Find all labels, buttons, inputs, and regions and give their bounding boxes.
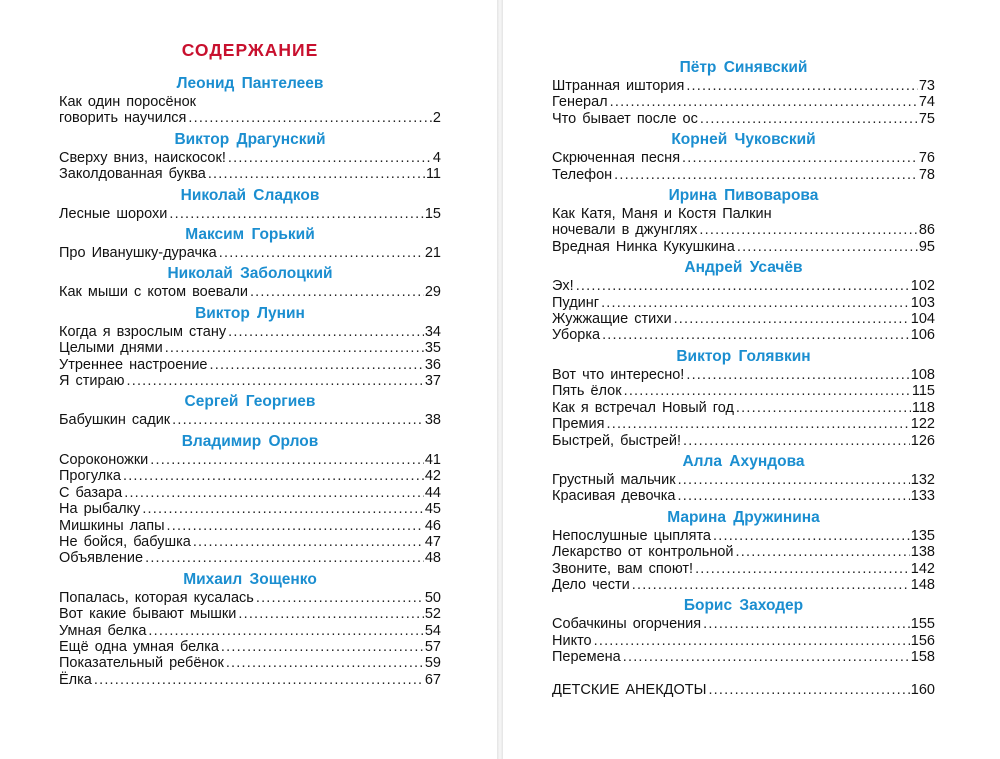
entry-title: Никто [552,632,592,649]
toc-entry[interactable] [59,357,441,373]
dot-leader [686,367,909,383]
dot-leader [123,468,424,484]
toc-entry[interactable] [59,534,441,550]
entry-title: Быстрей, быстрей! [552,432,681,449]
toc-entry[interactable] [552,472,935,488]
toc-entry[interactable] [59,245,441,261]
entry-title-line[interactable]: Как Катя, Маня и Костя Палкин [552,206,772,223]
toc-entry[interactable] [59,166,441,182]
author-heading: Борис Заходер [683,597,804,615]
page-number: 104 [910,311,935,328]
toc-entry[interactable] [552,400,935,416]
page-number: 45 [424,501,441,518]
toc-entry[interactable] [552,633,935,649]
toc-entry[interactable] [59,639,441,655]
dot-leader [576,278,910,294]
right-page [503,0,1000,759]
dot-leader [226,655,424,671]
author-heading: Виктор Лунин [195,304,305,322]
toc-entry[interactable] [59,518,441,534]
entry-title: Целыми днями [59,340,163,357]
toc-entry[interactable] [59,452,441,468]
dot-leader [228,150,432,166]
page-number: 160 [910,681,935,698]
toc-entry[interactable] [59,324,441,340]
toc-entry[interactable] [552,433,935,449]
author-heading: Пётр Синявский [679,59,808,76]
toc-entry[interactable] [552,111,935,127]
entry-title: Заколдованная буква [59,166,206,183]
dot-leader [124,485,424,501]
toc-entry[interactable] [552,239,935,255]
entry-title: Прогулка [59,468,121,485]
entry-title: Вот какие бывают мышки [59,606,237,623]
entry-title-line[interactable]: Как один поросёнок [59,94,196,110]
dot-leader [250,284,424,300]
entry-title: Собачкины огорчения [552,616,702,633]
toc-entry[interactable] [59,623,441,639]
page-number: 54 [424,622,441,639]
entry-title: Ёлка [59,671,92,688]
toc-entry[interactable] [59,150,441,166]
dot-leader [614,167,918,183]
entry-title: Дело чести [552,576,630,593]
dot-leader [148,623,423,639]
author-heading: Андрей Усачёв [684,259,803,277]
author-heading: Алла Ахундова [682,452,805,470]
page-number: 118 [911,399,935,416]
page-number: 52 [424,606,441,623]
author-heading: Владимир Орлов [181,432,319,450]
toc-entry[interactable] [552,488,935,504]
entry-title: Звоните, вам споют! [552,560,694,577]
entry-title: Непослушные цыплята [552,527,712,544]
entry-title: Генерал [552,94,608,111]
entry-title: Телефон [552,166,613,183]
dot-leader [94,672,424,688]
dot-leader [221,639,424,655]
entry-title: Я стираю [59,373,125,390]
dot-leader [686,78,918,94]
page-number: 76 [918,150,935,167]
entry-title: На рыбалку [59,501,141,518]
page-number: 2 [432,110,441,127]
dot-leader [737,239,918,255]
toc-entry[interactable] [59,501,441,517]
page-number: 74 [918,94,935,111]
author-heading: Максим Горький [185,226,315,244]
page-number: 46 [424,517,441,534]
dot-leader [695,561,910,577]
toc-entry[interactable] [552,167,935,183]
page-number: 103 [910,294,935,311]
toc-entry[interactable] [552,94,935,110]
toc-entry[interactable] [552,222,935,238]
entry-title: Пять ёлок [552,383,622,400]
toc-entry[interactable] [59,373,441,389]
entry-title: Скрюченная песня [552,150,681,167]
dot-leader [208,166,425,182]
toc-entry[interactable] [59,284,441,300]
toc-entry[interactable] [552,544,935,560]
entry-title: Эх! [552,278,574,295]
entry-title: Бабушкин садик [59,412,171,429]
dot-leader [219,245,424,261]
page-number: 15 [424,205,441,222]
toc-entry[interactable] [59,206,441,222]
entry-title: Умная белка [59,622,147,639]
dot-leader [209,357,423,373]
entry-title: Пудинг [552,294,600,311]
page-number: 38 [424,412,441,429]
dot-leader [594,633,910,649]
toc-entry[interactable] [59,590,441,606]
page-number: 148 [910,576,935,593]
toc-entry[interactable] [552,649,935,665]
page-number: 142 [910,560,935,577]
entry-title: Как я встречал Новый год [552,399,734,416]
author-heading: Леонид Пантелеев [176,75,324,92]
dot-leader [165,340,424,356]
toc-entry[interactable] [552,311,935,327]
page-number: 21 [424,245,441,262]
page-number: 57 [424,638,441,655]
dot-leader [238,606,423,622]
entry-title: Жужжащие стихи [552,311,672,328]
entry-title: Лесные шорохи [59,205,168,222]
page-number: 102 [910,278,935,295]
page-number: 73 [918,78,935,94]
dot-leader [699,222,917,238]
dot-leader [682,150,918,166]
entry-title: Мишкины лапы [59,517,165,534]
dot-leader [708,682,909,698]
toc-entry[interactable] [552,78,935,94]
dot-leader [632,577,910,593]
page-number: 50 [424,589,441,606]
author-heading: Николай Заболоцкий [167,265,333,283]
toc-entry[interactable] [552,150,935,166]
page-number: 37 [424,373,441,390]
toc-entry[interactable] [552,528,935,544]
dot-leader [127,373,424,389]
toc-entry[interactable] [59,672,441,688]
entry-title: Вредная Нинка Кукушкина [552,238,735,255]
dot-leader [172,412,424,428]
entry-title: Уборка [552,327,601,344]
page-number: 29 [424,284,441,301]
entry-title: Попалась, которая кусалась [59,589,254,606]
page-number: 158 [910,649,935,666]
dot-leader [683,433,910,449]
entry-title: Как мыши с котом воевали [59,284,248,301]
entry-title: говорить научился [59,110,187,127]
page-number: 138 [910,544,935,561]
toc-entry[interactable] [59,485,441,501]
dot-leader [169,206,423,222]
entry-title: ДЕТСКИЕ АНЕКДОТЫ [552,681,707,698]
author-heading: Михаил Зощенко [183,570,317,588]
dot-leader [700,111,918,127]
page-number: 108 [910,366,935,383]
page-number: 155 [910,616,935,633]
page-number: 4 [432,149,441,166]
toc-entry[interactable] [552,278,935,294]
toc-entry[interactable] [552,577,935,593]
page-number: 41 [424,451,441,468]
dot-leader [674,311,910,327]
page-number: 86 [918,222,935,239]
page-number: 67 [424,671,441,688]
page-number: 132 [910,471,935,488]
dot-leader [703,616,910,632]
entry-title: Показательный ребёнок [59,655,224,672]
dot-leader [623,649,910,665]
dot-leader [678,472,910,488]
toc-entry[interactable] [59,550,441,566]
page-number: 75 [918,110,935,127]
section-spacer [552,666,935,682]
toc-entry[interactable] [59,412,441,428]
entry-title: Вот что интересно! [552,366,685,383]
entry-title: Перемена [552,649,621,666]
dot-leader [256,590,424,606]
dot-leader [145,550,424,566]
toc-entry[interactable] [552,682,935,698]
toc-entry[interactable] [552,416,935,432]
page-number: 48 [424,550,441,567]
dot-leader [228,324,424,340]
author-heading: Корней Чуковский [671,131,816,149]
page-number: 34 [424,323,441,340]
page-number: 156 [910,632,935,649]
page-number: 44 [424,484,441,501]
entry-title: Красивая девочка [552,488,676,505]
page-number: 47 [424,533,441,550]
page-number: 42 [424,468,441,485]
page-number: 59 [424,655,441,672]
toc-entry[interactable] [59,655,441,671]
page-number: 11 [425,166,441,183]
page-number: 126 [910,432,935,449]
contents-title: СОДЕРЖАНИЕ [181,40,319,60]
entry-title: Не бойся, бабушка [59,533,191,550]
page-number: 135 [910,527,935,544]
dot-leader [624,383,911,399]
toc-entry[interactable] [552,327,935,343]
page-number: 122 [910,416,935,433]
entry-title: С базара [59,484,123,501]
dot-leader [678,488,910,504]
dot-leader [610,94,918,110]
author-heading: Виктор Драгунский [174,130,326,148]
entry-title: Штранная иштория [552,78,685,94]
dot-leader [713,528,910,544]
dot-leader [602,327,910,343]
toc-entry[interactable] [552,295,935,311]
dot-leader [167,518,424,534]
toc-entry[interactable] [552,367,935,383]
right-contents-column [552,58,935,698]
page-number: 36 [424,356,441,373]
toc-entry[interactable] [59,606,441,622]
toc-entry[interactable] [59,340,441,356]
page-number: 78 [918,166,935,183]
entry-title: Что бывает после ос [552,110,698,127]
dot-leader [188,110,432,126]
toc-entry[interactable] [552,561,935,577]
toc-entry[interactable] [552,616,935,632]
page-number: 115 [911,383,935,400]
dot-leader [193,534,424,550]
dot-leader [606,416,909,432]
author-heading: Марина Дружинина [667,508,820,526]
author-heading: Ирина Пивоварова [668,187,819,205]
author-heading: Виктор Голявкин [676,347,811,365]
page-number: 35 [424,340,441,357]
dot-leader [150,452,424,468]
entry-title: Сороконожки [59,451,149,468]
entry-title: Лекарство от контрольной [552,544,734,561]
dot-leader [601,295,910,311]
dot-leader [736,544,910,560]
page-number: 95 [918,238,935,255]
left-page [0,0,497,759]
author-heading: Николай Сладков [180,186,320,204]
entry-title: Объявление [59,550,144,567]
entry-title: Когда я взрослым стану [59,323,227,340]
entry-title: Утреннее настроение [59,356,208,373]
entry-title: Ещё одна умная белка [59,638,219,655]
dot-leader [142,501,424,517]
entry-title: Сверху вниз, наискосок! [59,149,226,166]
entry-title: ночевали в джунглях [552,222,698,239]
left-contents-column [59,40,441,688]
dot-leader [736,400,911,416]
entry-title: Премия [552,416,605,433]
entry-title: Про Иванушку-дурачка [59,245,217,262]
page-number: 133 [910,488,935,505]
toc-entry[interactable] [59,110,441,126]
entry-title: Грустный мальчик [552,471,676,488]
toc-entry[interactable] [552,383,935,399]
author-heading: Сергей Георгиев [184,393,316,411]
toc-entry[interactable] [59,468,441,484]
page-number: 106 [910,327,935,344]
